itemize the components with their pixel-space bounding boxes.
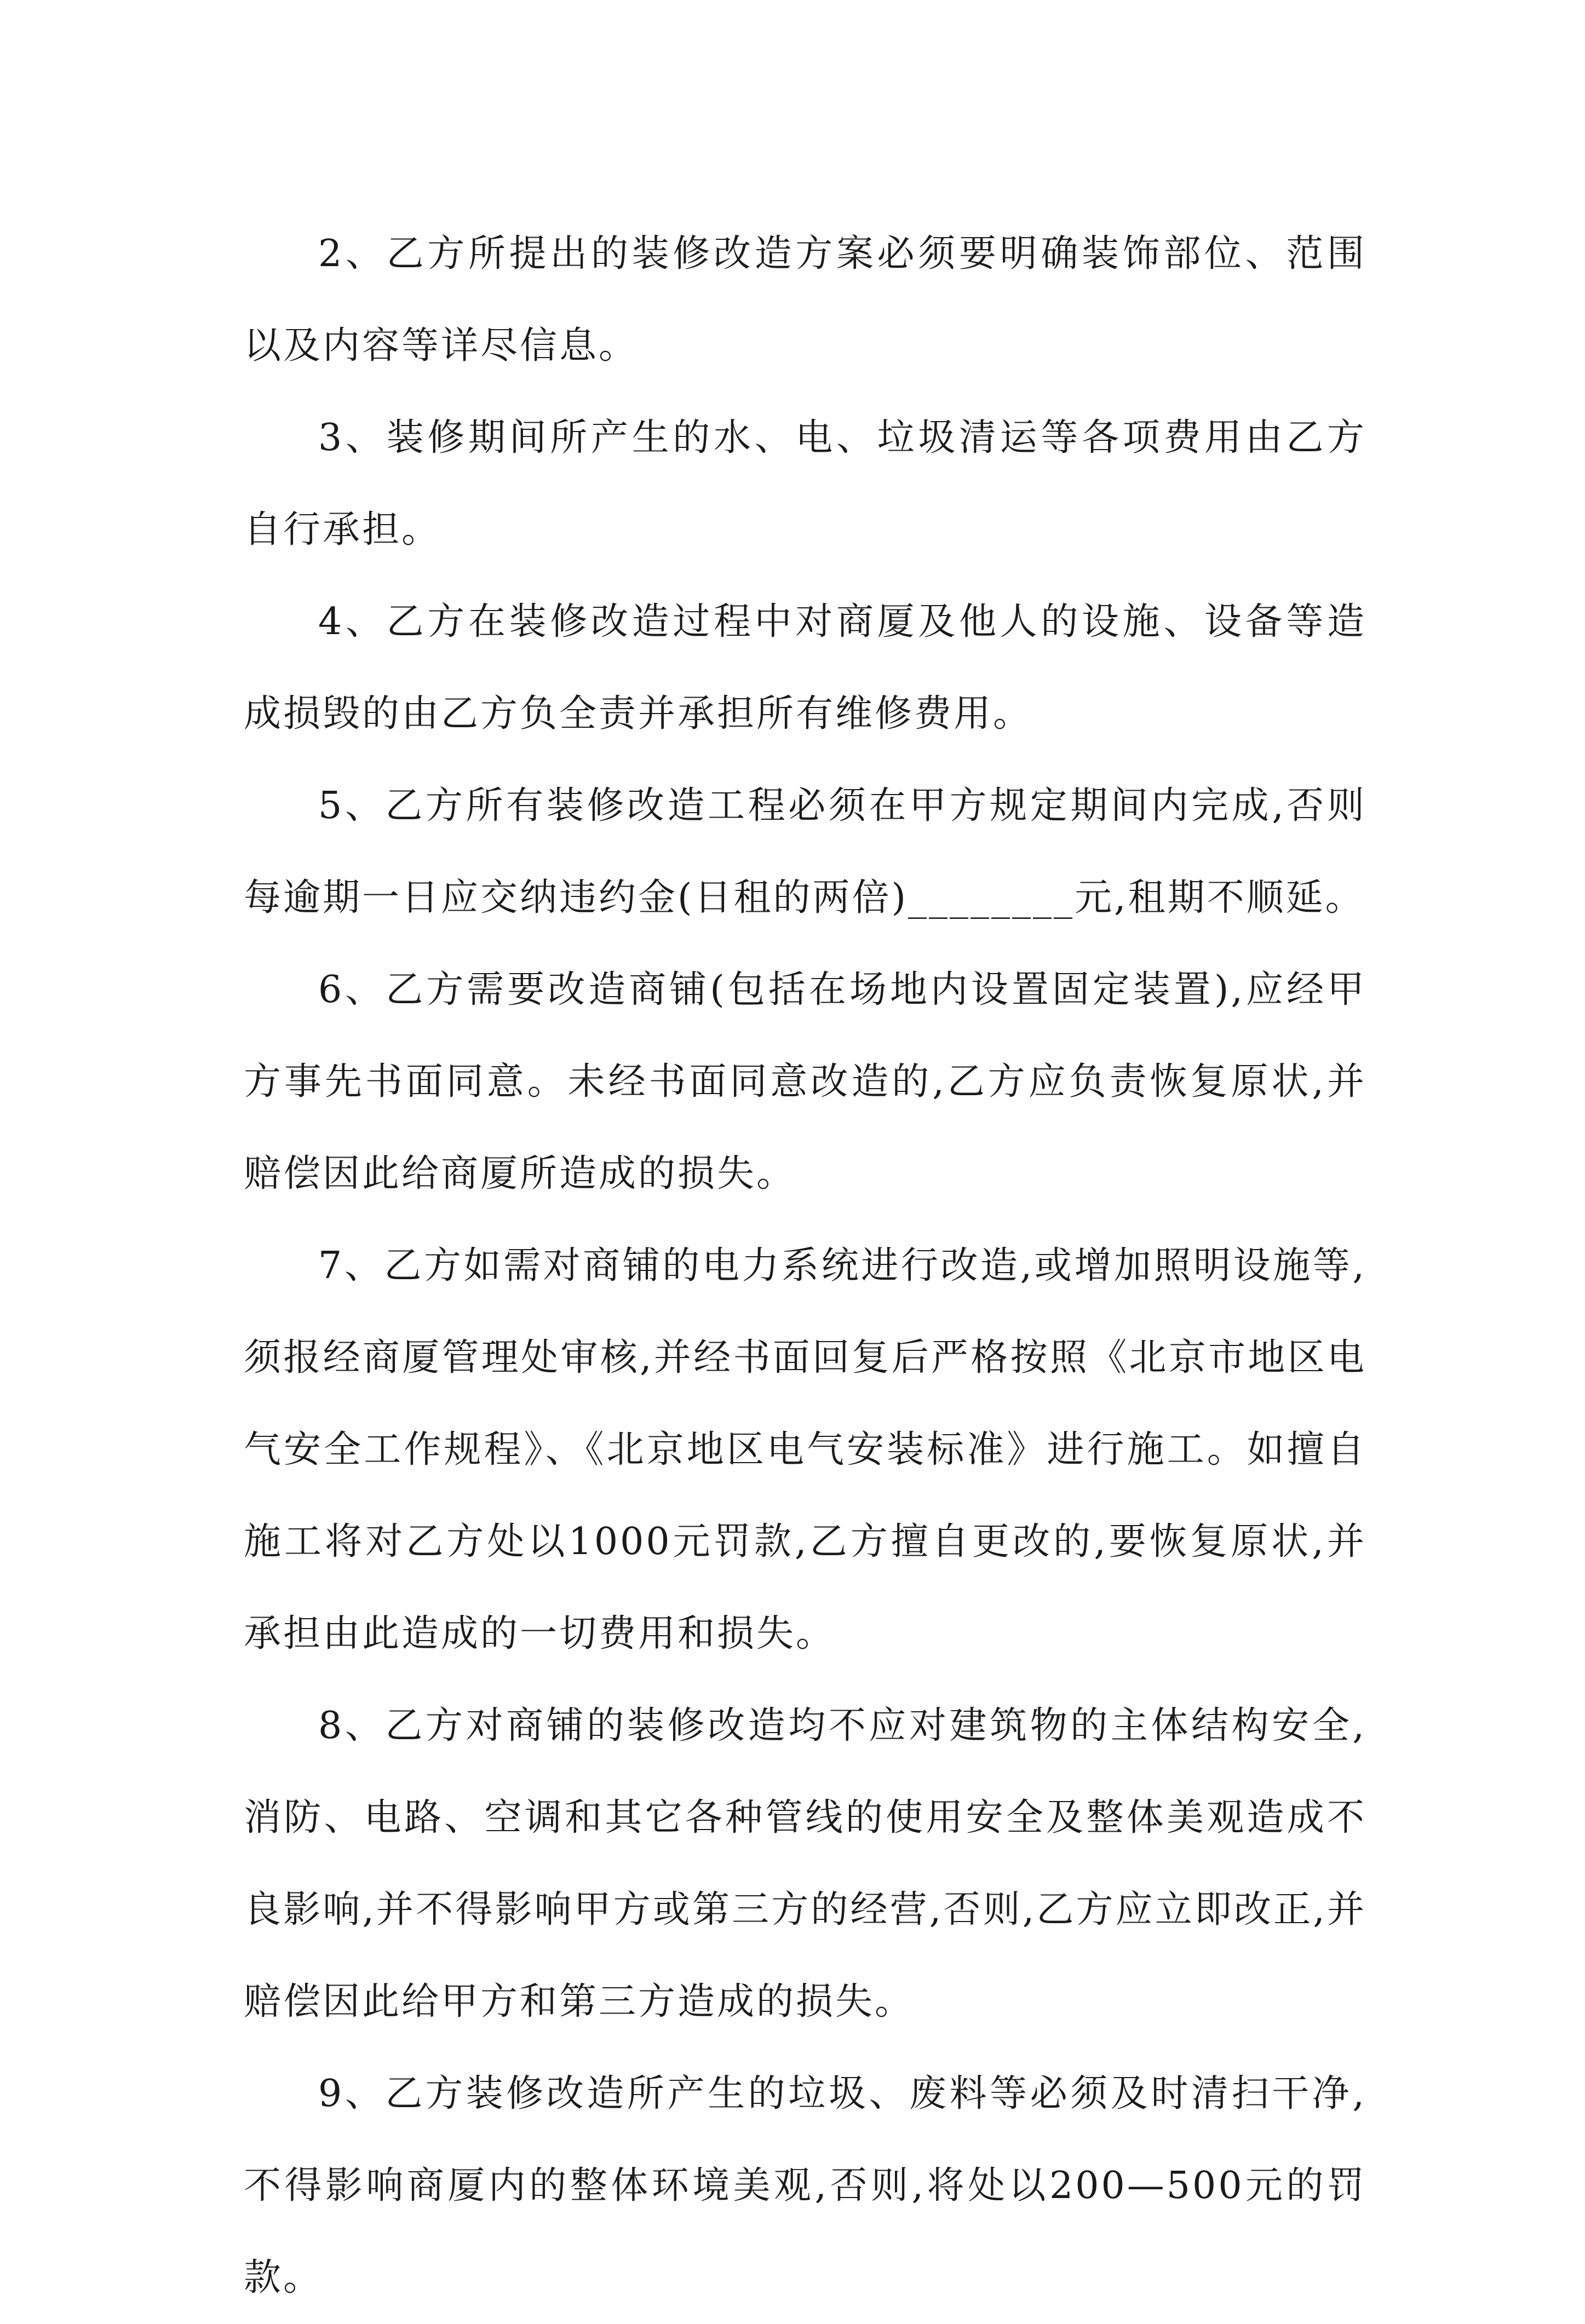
clause-5: 5、乙方所有装修改造工程必须在甲方规定期间内完成,否则每逾期一日应交纳违约金(日租的两倍)________元,租期不顺延。 [244,784,1366,919]
clause-3: 3、装修期间所产生的水、电、垃圾清运等各项费用由乙方自行承担。 [244,416,1366,551]
clause-6: 6、乙方需要改造商铺(包括在场地内设置固定装置),应经甲方事先书面同意。未经书面同意改造的,乙方应负责恢复原状,并赔偿因此给商厦所造成的损失。 [244,968,1366,1195]
clause-2: 2、乙方所提出的装修改造方案必须要明确装饰部位、范围以及内容等详尽信息。 [244,232,1366,367]
clause-9: 9、乙方装修改造所产生的垃圾、废料等必须及时清扫干净,不得影响商厦内的整体环境美观,否则,将处以200—500元的罚款。 [244,2072,1366,2299]
clause-7: 7、乙方如需对商铺的电力系统进行改造,或增加照明设施等,须报经商厦管理处审核,并经书面回复后严格按照《北京市地区电气安全工作规程》、《北京地区电气安装标准》进行施工。如擅自施工将对乙方处以1000元罚款,乙方擅自更改的,要恢复原状,并承担由此造成的一切费用和损失。 [244,1244,1366,1655]
clause-8: 8、乙方对商铺的装修改造均不应对建筑物的主体结构安全,消防、电路、空调和其它各种管线的使用安全及整体美观造成不良影响,并不得影响甲方或第三方的经营,否则,乙方应立即改正,并赔偿因此给甲方和第三方造成的损失。 [244,1704,1366,2023]
clause-4: 4、乙方在装修改造过程中对商厦及他人的设施、设备等造成损毁的由乙方负全责并承担所有维修费用。 [244,600,1366,735]
document-body [244,208,1366,2324]
